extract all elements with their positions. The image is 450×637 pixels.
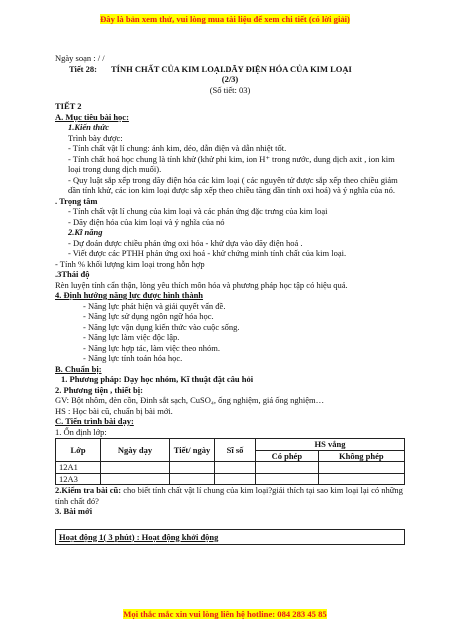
class-check-title: 1. Ổn định lớp: xyxy=(55,426,107,437)
method-line: 1. Phương pháp: Dạy học nhóm, Kĩ thuật đặt câu hỏi xyxy=(61,374,254,384)
equipment-title: 2. Phương tiện , thiết bị: xyxy=(55,384,143,395)
competency-item-3: - Năng lực vận dụng kiến thức vào cuộc sống. xyxy=(83,321,240,332)
skills-title: 2.Kĩ năng xyxy=(68,227,103,237)
lesson-periods: (Số tiết: 03) xyxy=(209,84,251,95)
section-a-title: A. Mục tiêu bài học: xyxy=(55,111,129,122)
period-label: TIẾT 2 xyxy=(55,101,82,111)
lesson-part: (2/3) xyxy=(221,74,239,84)
attitude-item-1: Rèn luyện tính cẩn thận, lòng yêu thích môn hóa và phương pháp học tập có hiệu quả. xyxy=(55,279,348,290)
review-text: cho biết tính chất vật lí chung của kim loại?giải thích tại sao kim loại lại có những tính chất đó? xyxy=(55,485,403,506)
knowledge-item-2: - Tính chất hoá học chung là tính khử (khử phi kim, ion H⁺ trong nước, dung dịch axit , ion kim loại trong dung dịch muối). xyxy=(68,153,395,174)
lesson-heading xyxy=(55,64,405,75)
knowledge-intro: Trình bày được: xyxy=(68,132,123,143)
col-unexcused: Không phép xyxy=(318,450,404,462)
skills-item-1: - Dự đoán được chiều phản ứng oxi hóa - khử dựa vào dãy điện hoá . xyxy=(68,237,303,248)
lesson-number: Tiết 28: xyxy=(69,63,97,74)
skills-item-2: - Viết được các PTHH phản ứng oxi hoá - khử chứng minh tính chất của kim loại. xyxy=(68,248,347,258)
table-row xyxy=(56,462,405,474)
date-line: Ngày soạn : / / xyxy=(55,53,105,63)
bottom-banner xyxy=(0,609,450,619)
class-cell: 12A3 xyxy=(56,473,101,485)
col-period: Tiết/ ngày xyxy=(170,439,215,462)
col-excused: Có phép xyxy=(256,450,319,462)
bottom-banner-text: Mọi thắc mắc xin vui lòng liên hệ hotline: 084 283 45 85 xyxy=(123,609,327,619)
lesson-plan xyxy=(55,53,405,545)
section-c-title: C. Tiến trình bài dạy: xyxy=(55,416,134,426)
knowledge-item-1: - Tính chất vật lí chung: ánh kim, dẻo, dẫn điện và dẫn nhiệt tốt. xyxy=(68,143,287,153)
teacher-prep: GV: Bột nhôm, đèn cồn, Đinh sắt sạch, CuSO₄, ống nghiệm, giá ống nghiệm… xyxy=(55,395,325,405)
competency-item-4: - Năng lực làm việc độc lập. xyxy=(83,332,180,342)
attitude-title: .3Thái độ xyxy=(55,269,90,279)
competency-item-5: - Năng lực hợp tác, làm việc theo nhóm. xyxy=(83,342,221,353)
competency-item-2: - Năng lực sử dụng ngôn ngữ hóa học. xyxy=(83,311,214,321)
knowledge-title: 1.Kiến thức xyxy=(68,122,109,132)
competency-item-6: - Năng lực tính toán hóa học. xyxy=(83,353,183,363)
competency-item-1: - Năng lực phát hiện và giải quyết vấn đề. xyxy=(83,300,226,311)
skills-item-3: - Tính % khối lượng kim loại trong hỗn hợp xyxy=(55,258,205,269)
student-prep: HS : Học bài cũ, chuẩn bị bài mới. xyxy=(55,405,173,416)
activity-1-title: Hoạt động 1( 3 phút) : Hoạt động khởi động xyxy=(59,531,219,542)
new-lesson-title: 3. Bài mới xyxy=(55,506,93,516)
class-cell: 12A1 xyxy=(56,462,101,474)
top-banner xyxy=(0,14,450,24)
top-banner-text: Đây là bản xem thử, vui lòng mua tài liệu để xem chi tiết (có lời giải) xyxy=(100,14,350,24)
review-question xyxy=(55,485,405,506)
knowledge-item-3: - Quy luật sắp xếp trong dãy điện hóa các kim loại ( các nguyên tử được sắp xếp theo chiều giảm dần tính khử, các ion kim loại được sắp xếp theo chiều tăng dần tính oxi hoá) và ý nghĩa của nó. xyxy=(68,174,398,195)
review-label: 2.Kiểm tra bài cũ: xyxy=(55,485,122,495)
section-b-title: B. Chuẩn bị: xyxy=(55,363,102,374)
focus-item-2: - Dãy điện hóa của kim loại và ý nghĩa của nó xyxy=(68,216,225,227)
attendance-table xyxy=(55,438,405,485)
focus-item-1: - Tính chất vật lí chung của kim loại và các phản ứng đặc trưng của kim loại xyxy=(68,206,328,216)
table-row xyxy=(56,473,405,485)
competency-title: 4. Định hướng năng lực được hình thành xyxy=(55,290,204,300)
col-absent: HS vắng xyxy=(256,439,405,451)
col-size: Sĩ số xyxy=(215,439,256,462)
col-date: Ngày dạy xyxy=(101,439,170,462)
lesson-title: TÍNH CHẤT CỦA KIM LOẠI.DÃY ĐIỆN HÓA CỦA KIM LOẠI xyxy=(111,63,352,74)
activity-1-box xyxy=(55,529,405,546)
col-class: Lớp xyxy=(56,439,101,462)
focus-title: . Trọng tâm xyxy=(55,195,98,206)
